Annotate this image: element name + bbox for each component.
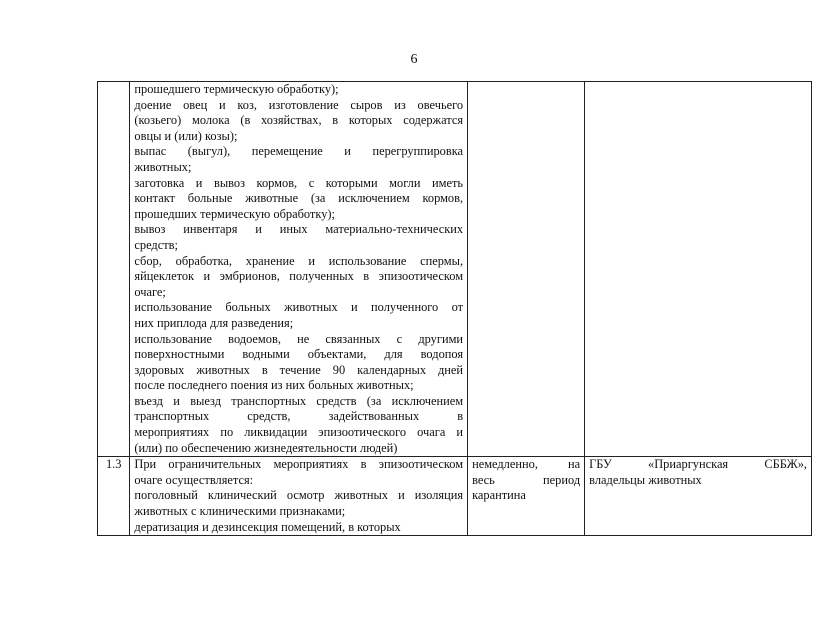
text-line: карантина (472, 488, 526, 503)
text-line: средств; (134, 237, 178, 252)
text-line: прошедших термическую обработку); (134, 206, 335, 221)
table-row-1-3 (98, 457, 812, 536)
text-line: весь период (472, 472, 581, 487)
term-cell (468, 457, 585, 536)
table-row-continuation (98, 82, 812, 457)
measure-paragraph (134, 488, 463, 519)
measure-paragraph (134, 332, 463, 394)
measure-paragraph (134, 520, 463, 536)
measure-paragraph (134, 457, 463, 488)
page-number: 6 (410, 52, 418, 67)
text-line: владельцы животных (589, 472, 702, 487)
measure-paragraph (134, 222, 463, 253)
responsible-cell (585, 82, 812, 457)
text-line: овцы и (или) козы); (134, 128, 238, 143)
text-line: прошедшего термическую обработку); (134, 82, 339, 96)
text-line: поверхностными водными объектами, для водопоя (134, 347, 464, 362)
text-line: транспортных средств, задействованных в (134, 409, 464, 424)
text-line: ГБУ «Приаргунская СББЖ», (589, 457, 807, 472)
text-line: поголовный клинический осмотр животных и изоляция (134, 488, 464, 503)
text-line: животных с клиническими признаками; (134, 504, 346, 519)
measure-paragraph (134, 176, 463, 223)
measure-paragraph (134, 394, 463, 456)
text-line: мероприятиях по ликвидации эпизоотического очага и (134, 425, 464, 440)
text-line: очаге осуществляется: (134, 472, 254, 487)
row-number-cell (98, 82, 130, 457)
measure-paragraph (134, 254, 463, 301)
row-number-cell: 1.3 (98, 457, 130, 536)
text-line: При ограничительных мероприятиях в эпизоотическом (134, 457, 464, 472)
text-line: немедленно, на (472, 457, 581, 472)
text-line: доение овец и коз, изготовление сыров из овечьего (134, 97, 464, 112)
measure-paragraph (134, 144, 463, 175)
text-line: здоровых животных в течение 90 календарных дней (134, 362, 464, 377)
term-cell (468, 82, 585, 457)
measure-paragraph (134, 98, 463, 145)
measure-paragraph (134, 300, 463, 331)
measure-paragraph (134, 82, 463, 98)
text-line: яйцеклеток и эмбрионов, полученных в эпизоотическом (134, 269, 464, 284)
text-line: очаге; (134, 284, 166, 299)
text-line: (или) по обеспечению жизнедеятельности людей) (134, 440, 398, 455)
text-line: выпас (выгул), перемещение и перегруппировка (134, 144, 464, 159)
text-line: сбор, обработка, хранение и использование спермы, (134, 253, 464, 268)
text-line: контакт больные животные (за исключением кормов, (134, 191, 464, 206)
text-line: въезд и выезд транспортных средств (за исключением (134, 393, 464, 408)
measures-cell (130, 82, 468, 457)
text-line: после последнего поения из них больных животных; (134, 378, 414, 393)
text-line: (козьего) молока (в хозяйствах, в которых содержатся (134, 113, 464, 128)
text-line: дератизация и дезинсекция помещений, в которых (134, 519, 401, 534)
text-line: вывоз инвентаря и иных материально-технических (134, 222, 464, 237)
responsible-cell (585, 457, 812, 536)
measures-table (97, 81, 812, 536)
text-line: них приплода для разведения; (134, 315, 294, 330)
text-line: животных; (134, 159, 192, 174)
measures-cell (130, 457, 468, 536)
text-line: использование больных животных и полученного от (134, 300, 464, 315)
text-line: заготовка и вывоз кормов, с которыми могли иметь (134, 175, 464, 190)
text-line: использование водоемов, не связанных с другими (134, 331, 464, 346)
